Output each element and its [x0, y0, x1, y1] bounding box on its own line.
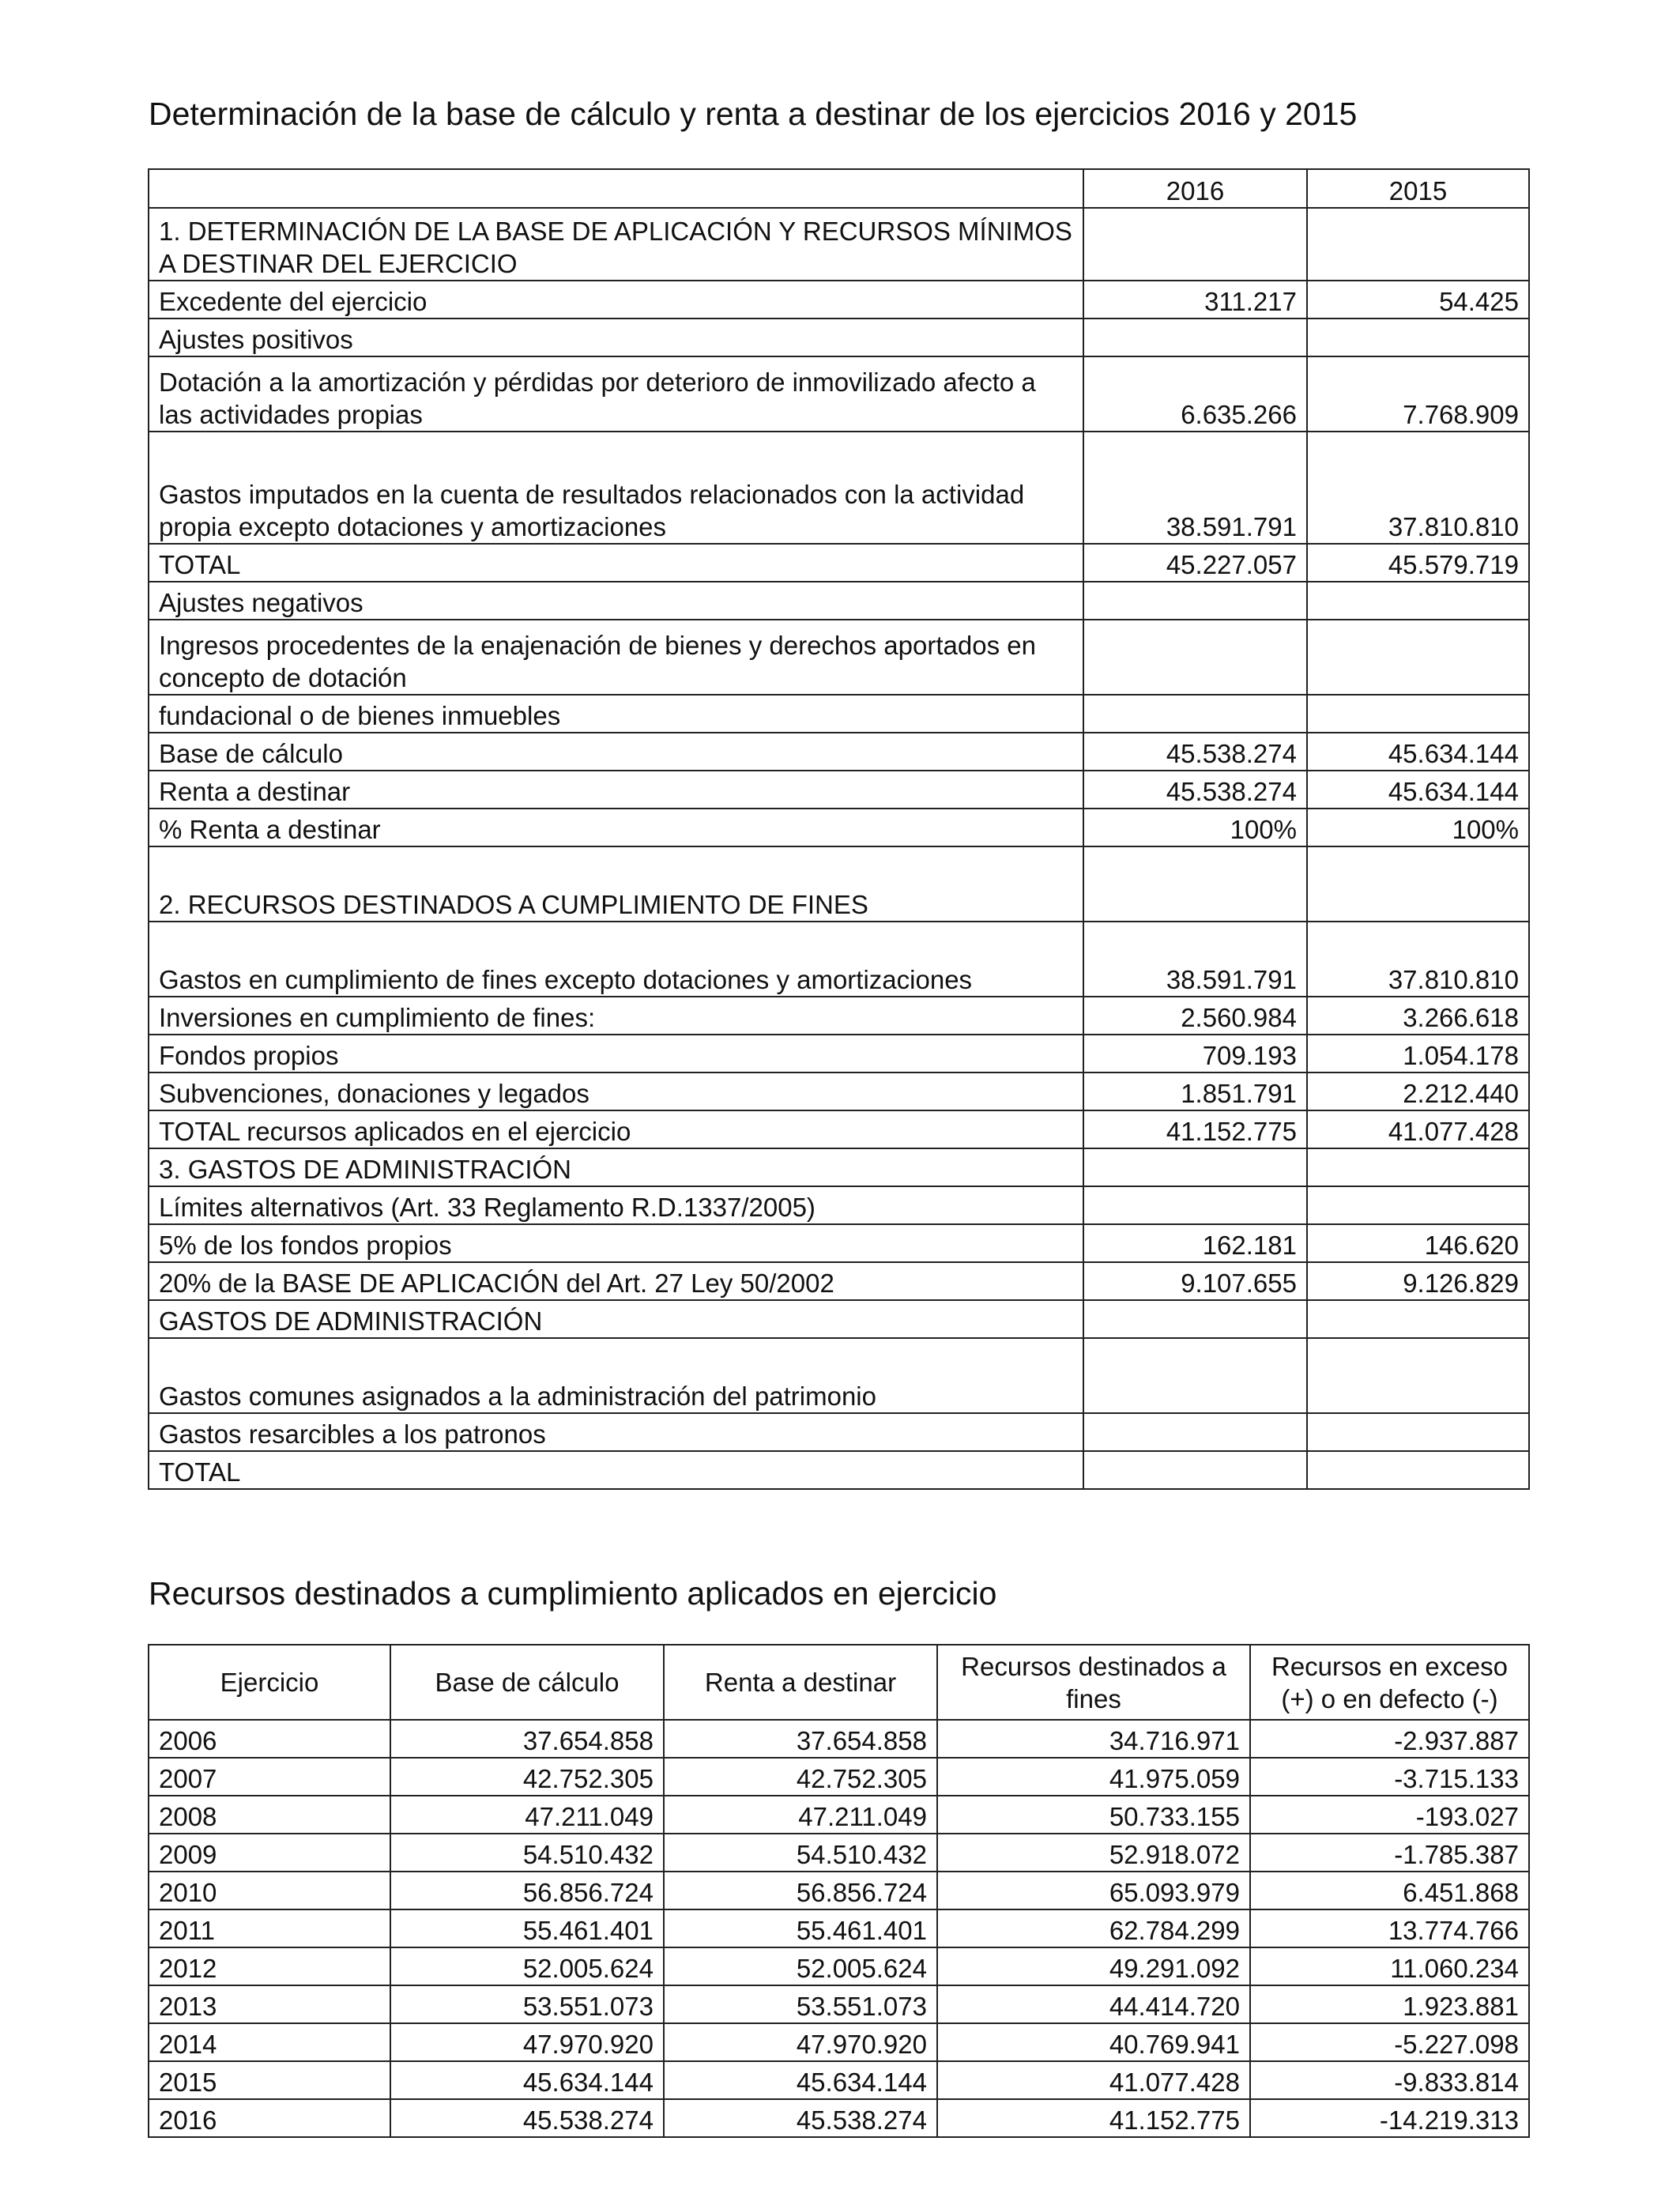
row-label: 20% de la BASE DE APLICACIÓN del Art. 27 Ley 50/2002 — [149, 1262, 1083, 1300]
cell-recursos-fines: 34.716.971 — [937, 1720, 1250, 1758]
table-row — [149, 2023, 1529, 2061]
cell-renta-destinar: 47.211.049 — [664, 1796, 937, 1834]
table-row — [149, 319, 1529, 356]
cell-base-calculo: 53.551.073 — [390, 1985, 664, 2023]
cell-recursos-fines: 41.077.428 — [937, 2061, 1250, 2099]
cell-exceso-defecto: -14.219.313 — [1250, 2099, 1529, 2137]
table-row — [149, 1338, 1529, 1413]
row-label: Gastos resarcibles a los patronos — [149, 1413, 1083, 1451]
cell-recursos-fines: 40.769.941 — [937, 2023, 1250, 2061]
table-row — [149, 1300, 1529, 1338]
table-row — [149, 1224, 1529, 1262]
row-label: 1. DETERMINACIÓN DE LA BASE DE APLICACIÓN Y RECURSOS MÍNIMOS A DESTINAR DEL EJERCICIO — [149, 208, 1083, 281]
table-row — [149, 1947, 1529, 1985]
header-renta-destinar: Renta a destinar — [664, 1645, 937, 1720]
header-2016: 2016 — [1083, 169, 1307, 208]
table-header-row — [149, 1645, 1529, 1720]
table-row — [149, 432, 1529, 544]
value-2015: 45.579.719 — [1307, 544, 1529, 582]
table-row — [149, 1072, 1529, 1110]
cell-recursos-fines: 52.918.072 — [937, 1834, 1250, 1872]
value-2016: 41.152.775 — [1083, 1110, 1307, 1148]
header-2015: 2015 — [1307, 169, 1529, 208]
value-2016: 709.193 — [1083, 1035, 1307, 1072]
cell-ejercicio: 2010 — [149, 1872, 390, 1909]
row-label: Base de cálculo — [149, 733, 1083, 771]
table-row — [149, 846, 1529, 922]
table-row — [149, 544, 1529, 582]
value-2015 — [1307, 319, 1529, 356]
cell-ejercicio: 2016 — [149, 2099, 390, 2137]
table-row — [149, 1909, 1529, 1947]
table-recursos-ejercicio — [148, 1644, 1530, 2138]
value-2016: 45.538.274 — [1083, 771, 1307, 809]
cell-renta-destinar: 45.634.144 — [664, 2061, 937, 2099]
value-2015: 2.212.440 — [1307, 1072, 1529, 1110]
value-2015 — [1307, 1186, 1529, 1224]
value-2015 — [1307, 1451, 1529, 1489]
value-2015 — [1307, 846, 1529, 922]
table-row — [149, 1262, 1529, 1300]
cell-ejercicio: 2006 — [149, 1720, 390, 1758]
table-row — [149, 1834, 1529, 1872]
value-2015: 37.810.810 — [1307, 922, 1529, 997]
title-determinacion: Determinación de la base de cálculo y renta a destinar de los ejercicios 2016 y 2015 — [149, 96, 1358, 132]
cell-base-calculo: 56.856.724 — [390, 1872, 664, 1909]
cell-recursos-fines: 50.733.155 — [937, 1796, 1250, 1834]
cell-renta-destinar: 53.551.073 — [664, 1985, 937, 2023]
value-2016: 2.560.984 — [1083, 997, 1307, 1035]
cell-exceso-defecto: -5.227.098 — [1250, 2023, 1529, 2061]
cell-recursos-fines: 62.784.299 — [937, 1909, 1250, 1947]
cell-renta-destinar: 42.752.305 — [664, 1758, 937, 1796]
row-label: TOTAL — [149, 544, 1083, 582]
cell-ejercicio: 2007 — [149, 1758, 390, 1796]
cell-exceso-defecto: -1.785.387 — [1250, 1834, 1529, 1872]
value-2016 — [1083, 582, 1307, 620]
cell-renta-destinar: 37.654.858 — [664, 1720, 937, 1758]
cell-recursos-fines: 49.291.092 — [937, 1947, 1250, 1985]
cell-renta-destinar: 55.461.401 — [664, 1909, 937, 1947]
row-label: Gastos comunes asignados a la administración del patrimonio — [149, 1338, 1083, 1413]
cell-ejercicio: 2013 — [149, 1985, 390, 2023]
row-label: Excedente del ejercicio — [149, 281, 1083, 319]
value-2016 — [1083, 319, 1307, 356]
table-row — [149, 1035, 1529, 1072]
table-row — [149, 1985, 1529, 2023]
value-2015 — [1307, 1300, 1529, 1338]
table-row — [149, 281, 1529, 319]
header-recursos-fines: Recursos destinados a fines — [937, 1645, 1250, 1720]
value-2015: 9.126.829 — [1307, 1262, 1529, 1300]
value-2016 — [1083, 208, 1307, 281]
value-2016 — [1083, 1148, 1307, 1186]
cell-base-calculo: 45.538.274 — [390, 2099, 664, 2137]
table-row — [149, 620, 1529, 695]
value-2016 — [1083, 1451, 1307, 1489]
table-base-calculo — [148, 168, 1530, 1490]
table-row — [149, 733, 1529, 771]
cell-exceso-defecto: 13.774.766 — [1250, 1909, 1529, 1947]
table-row — [149, 809, 1529, 846]
cell-recursos-fines: 44.414.720 — [937, 1985, 1250, 2023]
value-2016: 1.851.791 — [1083, 1072, 1307, 1110]
table-row — [149, 1110, 1529, 1148]
cell-ejercicio: 2009 — [149, 1834, 390, 1872]
table-row — [149, 1451, 1529, 1489]
value-2015: 41.077.428 — [1307, 1110, 1529, 1148]
table-row — [149, 2099, 1529, 2137]
cell-ejercicio: 2014 — [149, 2023, 390, 2061]
table-row — [149, 1872, 1529, 1909]
table-row — [149, 997, 1529, 1035]
value-2015 — [1307, 582, 1529, 620]
header-base-calculo: Base de cálculo — [390, 1645, 664, 1720]
cell-exceso-defecto: -193.027 — [1250, 1796, 1529, 1834]
value-2016 — [1083, 1300, 1307, 1338]
cell-recursos-fines: 41.975.059 — [937, 1758, 1250, 1796]
table-row — [149, 1413, 1529, 1451]
cell-base-calculo: 54.510.432 — [390, 1834, 664, 1872]
cell-renta-destinar: 54.510.432 — [664, 1834, 937, 1872]
table-row — [149, 208, 1529, 281]
cell-exceso-defecto: -3.715.133 — [1250, 1758, 1529, 1796]
row-label: % Renta a destinar — [149, 809, 1083, 846]
value-2016 — [1083, 695, 1307, 733]
value-2015: 37.810.810 — [1307, 432, 1529, 544]
row-label: GASTOS DE ADMINISTRACIÓN — [149, 1300, 1083, 1338]
value-2016: 100% — [1083, 809, 1307, 846]
table-row — [149, 1148, 1529, 1186]
value-2015: 45.634.144 — [1307, 733, 1529, 771]
row-label: Ajustes negativos — [149, 582, 1083, 620]
cell-base-calculo: 55.461.401 — [390, 1909, 664, 1947]
value-2015 — [1307, 620, 1529, 695]
table-row — [149, 1796, 1529, 1834]
title-recursos: Recursos destinados a cumplimiento aplicados en ejercicio — [149, 1575, 997, 1612]
value-2015 — [1307, 208, 1529, 281]
row-label: Ajustes positivos — [149, 319, 1083, 356]
value-2016 — [1083, 1186, 1307, 1224]
value-2016: 162.181 — [1083, 1224, 1307, 1262]
row-label: Gastos imputados en la cuenta de resultados relacionados con la actividad propia excepto dotaciones y amortizaciones — [149, 432, 1083, 544]
cell-ejercicio: 2012 — [149, 1947, 390, 1985]
table-row — [149, 1758, 1529, 1796]
value-2015: 7.768.909 — [1307, 356, 1529, 432]
cell-recursos-fines: 41.152.775 — [937, 2099, 1250, 2137]
row-label: 3. GASTOS DE ADMINISTRACIÓN — [149, 1148, 1083, 1186]
row-label: Subvenciones, donaciones y legados — [149, 1072, 1083, 1110]
value-2015 — [1307, 695, 1529, 733]
cell-base-calculo: 47.970.920 — [390, 2023, 664, 2061]
row-label: Dotación a la amortización y pérdidas por deterioro de inmovilizado afecto a las actividades propias — [149, 356, 1083, 432]
table-row — [149, 356, 1529, 432]
row-label: Inversiones en cumplimiento de fines: — [149, 997, 1083, 1035]
cell-exceso-defecto: -2.937.887 — [1250, 1720, 1529, 1758]
row-label: 2. RECURSOS DESTINADOS A CUMPLIMIENTO DE FINES — [149, 846, 1083, 922]
table-row — [149, 771, 1529, 809]
value-2016: 6.635.266 — [1083, 356, 1307, 432]
cell-base-calculo: 45.634.144 — [390, 2061, 664, 2099]
row-label: TOTAL — [149, 1451, 1083, 1489]
cell-ejercicio: 2011 — [149, 1909, 390, 1947]
cell-ejercicio: 2008 — [149, 1796, 390, 1834]
value-2016 — [1083, 846, 1307, 922]
header-blank — [149, 169, 1083, 208]
value-2016: 38.591.791 — [1083, 922, 1307, 997]
table-row — [149, 582, 1529, 620]
cell-renta-destinar: 52.005.624 — [664, 1947, 937, 1985]
value-2016 — [1083, 1338, 1307, 1413]
value-2016: 45.538.274 — [1083, 733, 1307, 771]
cell-base-calculo: 37.654.858 — [390, 1720, 664, 1758]
cell-base-calculo: 47.211.049 — [390, 1796, 664, 1834]
table-row — [149, 922, 1529, 997]
value-2016: 311.217 — [1083, 281, 1307, 319]
value-2015: 54.425 — [1307, 281, 1529, 319]
table-row — [149, 1720, 1529, 1758]
table-row — [149, 1186, 1529, 1224]
cell-renta-destinar: 47.970.920 — [664, 2023, 937, 2061]
row-label: fundacional o de bienes inmuebles — [149, 695, 1083, 733]
value-2015: 1.054.178 — [1307, 1035, 1529, 1072]
cell-base-calculo: 52.005.624 — [390, 1947, 664, 1985]
header-exceso-defecto: Recursos en exceso (+) o en defecto (-) — [1250, 1645, 1529, 1720]
value-2016: 38.591.791 — [1083, 432, 1307, 544]
row-label: Límites alternativos (Art. 33 Reglamento R.D.1337/2005) — [149, 1186, 1083, 1224]
value-2015 — [1307, 1413, 1529, 1451]
cell-renta-destinar: 56.856.724 — [664, 1872, 937, 1909]
table-header-row — [149, 169, 1529, 208]
value-2016: 45.227.057 — [1083, 544, 1307, 582]
value-2016 — [1083, 620, 1307, 695]
value-2016: 9.107.655 — [1083, 1262, 1307, 1300]
value-2016 — [1083, 1413, 1307, 1451]
value-2015: 146.620 — [1307, 1224, 1529, 1262]
row-label: Renta a destinar — [149, 771, 1083, 809]
value-2015: 45.634.144 — [1307, 771, 1529, 809]
table-row — [149, 695, 1529, 733]
value-2015: 100% — [1307, 809, 1529, 846]
row-label: TOTAL recursos aplicados en el ejercicio — [149, 1110, 1083, 1148]
cell-renta-destinar: 45.538.274 — [664, 2099, 937, 2137]
table-row — [149, 2061, 1529, 2099]
value-2015 — [1307, 1338, 1529, 1413]
row-label: Gastos en cumplimiento de fines excepto dotaciones y amortizaciones — [149, 922, 1083, 997]
row-label: 5% de los fondos propios — [149, 1224, 1083, 1262]
header-ejercicio: Ejercicio — [149, 1645, 390, 1720]
cell-base-calculo: 42.752.305 — [390, 1758, 664, 1796]
value-2015: 3.266.618 — [1307, 997, 1529, 1035]
cell-recursos-fines: 65.093.979 — [937, 1872, 1250, 1909]
cell-exceso-defecto: 6.451.868 — [1250, 1872, 1529, 1909]
cell-exceso-defecto: 1.923.881 — [1250, 1985, 1529, 2023]
cell-exceso-defecto: 11.060.234 — [1250, 1947, 1529, 1985]
value-2015 — [1307, 1148, 1529, 1186]
cell-ejercicio: 2015 — [149, 2061, 390, 2099]
cell-exceso-defecto: -9.833.814 — [1250, 2061, 1529, 2099]
row-label: Ingresos procedentes de la enajenación de bienes y derechos aportados en concepto de dotación — [149, 620, 1083, 695]
row-label: Fondos propios — [149, 1035, 1083, 1072]
